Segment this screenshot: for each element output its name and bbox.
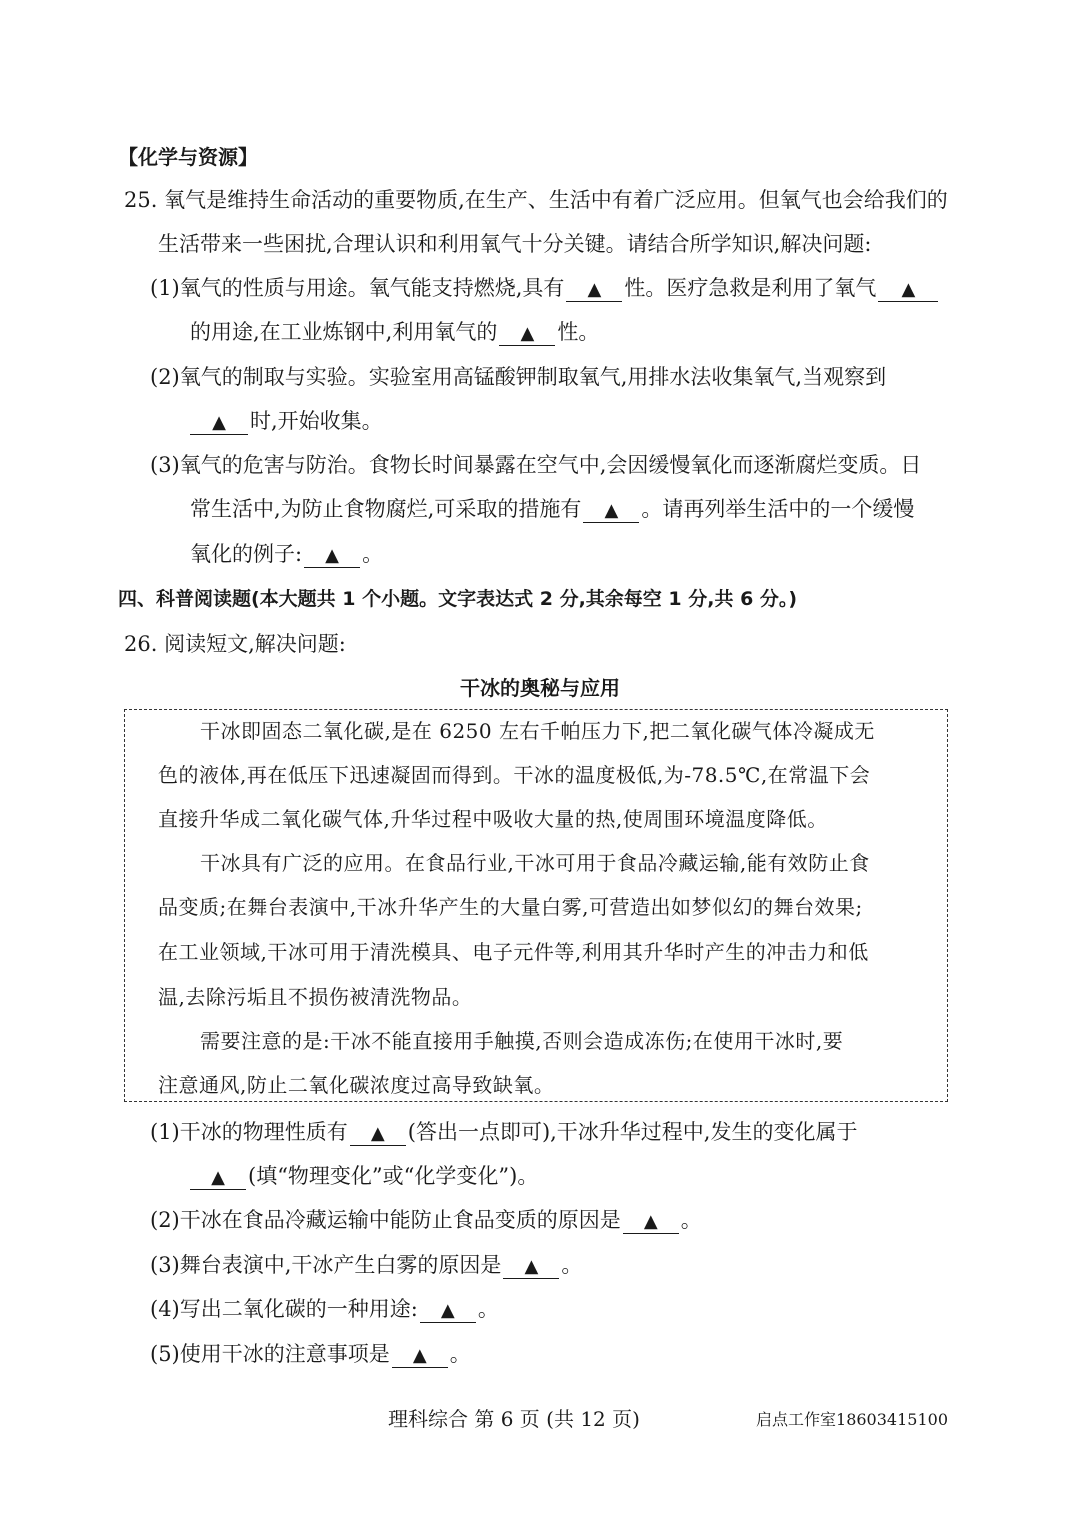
- q25-p3-text-b: 常生活中,为防止食物腐烂,可采取的措施有: [190, 497, 582, 521]
- q26-sub5: [150, 1340, 471, 1368]
- q25-p3-text-e: 。: [362, 542, 384, 566]
- q26-sub1-line1: [150, 1118, 858, 1146]
- q25-p3-text-c: 。请再列举生活中的一个缓慢: [641, 497, 915, 521]
- q26-s5-text-b: 。: [449, 1342, 471, 1366]
- answer-blank[interactable]: ▲: [420, 1300, 476, 1323]
- q26-s3-text-b: 。: [561, 1253, 583, 1277]
- q25-p2-text-b: 时,开始收集。: [250, 409, 383, 433]
- answer-blank[interactable]: ▲: [190, 412, 248, 435]
- passage-line: 在工业领域,干冰可用于清洗模具、电子元件等,利用其升华时产生的冲击力和低: [158, 940, 869, 964]
- q26-s1-text-a: (1)干冰的物理性质有: [150, 1120, 348, 1144]
- answer-blank[interactable]: ▲: [499, 323, 555, 346]
- q25-p1-text-a: (1)氧气的性质与用途。氧气能支持燃烧,具有: [150, 276, 565, 300]
- passage-line: 直接升华成二氧化碳气体,升华过程中吸收大量的热,使周围环境温度降低。: [158, 807, 828, 831]
- passage-line: 干冰即固态二氧化碳,是在 6250 左右千帕压力下,把二氧化碳气体冷凝成无: [200, 719, 875, 743]
- q25-p1-text-d: 性。: [557, 320, 600, 344]
- q26-s5-text-a: (5)使用干冰的注意事项是: [150, 1342, 390, 1366]
- q25-part3-line1: (3)氧气的危害与防治。食物长时间暴露在空气中,会因缓慢氧化而逐渐腐烂变质。日: [150, 453, 922, 477]
- passage-line: 需要注意的是:干冰不能直接用手触摸,否则会造成冻伤;在使用干冰时,要: [200, 1029, 844, 1053]
- q26-s1-text-c: (填“物理变化”或“化学变化”)。: [248, 1164, 539, 1188]
- q25-part3-line2: [190, 495, 914, 523]
- q26-s2-text-b: 。: [680, 1208, 702, 1232]
- section-title-reading: 四、科普阅读题(本大题共 1 个小题。文字表达式 2 分,其余每空 1 分,共 6 分。): [118, 588, 798, 610]
- q26-s1-text-b: (答出一点即可),干冰升华过程中,发生的变化属于: [407, 1120, 858, 1144]
- answer-blank[interactable]: ▲: [623, 1211, 679, 1234]
- footer-studio: 启点工作室18603415100: [756, 1410, 948, 1429]
- q26-s4-text-a: (4)写出二氧化碳的一种用途:: [150, 1297, 418, 1321]
- passage-line: 注意通风,防止二氧化碳浓度过高导致缺氧。: [158, 1073, 555, 1097]
- q25-p3-text-d: 氧化的例子:: [190, 542, 303, 566]
- q25-part2-line1: (2)氧气的制取与实验。实验室用高锰酸钾制取氧气,用排水法收集氧气,当观察到: [150, 365, 887, 389]
- answer-blank[interactable]: ▲: [583, 500, 639, 523]
- answer-blank[interactable]: ▲: [190, 1167, 246, 1190]
- answer-blank[interactable]: ▲: [878, 279, 938, 302]
- q26-s3-text-a: (3)舞台表演中,干冰产生白雾的原因是: [150, 1253, 502, 1277]
- answer-blank[interactable]: ▲: [304, 545, 360, 568]
- answer-blank[interactable]: ▲: [566, 279, 622, 302]
- q26-sub3: [150, 1251, 582, 1279]
- q26-stem: 26. 阅读短文,解决问题:: [124, 632, 346, 656]
- q26-s2-text-a: (2)干冰在食品冷藏运输中能防止食品变质的原因是: [150, 1208, 621, 1232]
- passage-title: 干冰的奥秘与应用: [460, 676, 620, 700]
- passage-line: 品变质;在舞台表演中,干冰升华产生的大量白雾,可营造出如梦似幻的舞台效果;: [158, 895, 863, 919]
- answer-blank[interactable]: ▲: [392, 1345, 448, 1368]
- q25-stem-line2: 生活带来一些困扰,合理认识和利用氧气十分关键。请结合所学知识,解决问题:: [158, 232, 872, 256]
- q25-p1-text-b: 性。医疗急救是利用了氧气: [624, 276, 877, 300]
- passage-line: 温,去除污垢且不损伤被清洗物品。: [158, 985, 473, 1009]
- q25-part1-line2: [190, 318, 599, 346]
- passage-line: 色的液体,再在低压下迅速凝固而得到。干冰的温度极低,为-78.5℃,在常温下会: [158, 763, 871, 787]
- q26-sub4: [150, 1295, 499, 1323]
- passage-line: 干冰具有广泛的应用。在食品行业,干冰可用于食品冷藏运输,能有效防止食: [200, 851, 870, 875]
- q26-sub2: [150, 1206, 702, 1234]
- footer-page-number: 理科综合 第 6 页 (共 12 页): [388, 1407, 640, 1431]
- section-title-chemistry: 【化学与资源】: [118, 145, 258, 169]
- answer-blank[interactable]: ▲: [350, 1123, 406, 1146]
- q26-sub1-line2: [190, 1162, 538, 1190]
- q25-part1-line1: [150, 274, 940, 302]
- q25-p1-text-c: 的用途,在工业炼钢中,利用氧气的: [190, 320, 498, 344]
- q26-s4-text-b: 。: [477, 1297, 499, 1321]
- q25-stem-line1: 25. 氧气是维持生命活动的重要物质,在生产、生活中有着广泛应用。但氧气也会给我们的: [124, 188, 948, 212]
- q25-part3-line3: [190, 540, 383, 568]
- answer-blank[interactable]: ▲: [503, 1256, 559, 1279]
- q25-part2-line2: [190, 407, 383, 435]
